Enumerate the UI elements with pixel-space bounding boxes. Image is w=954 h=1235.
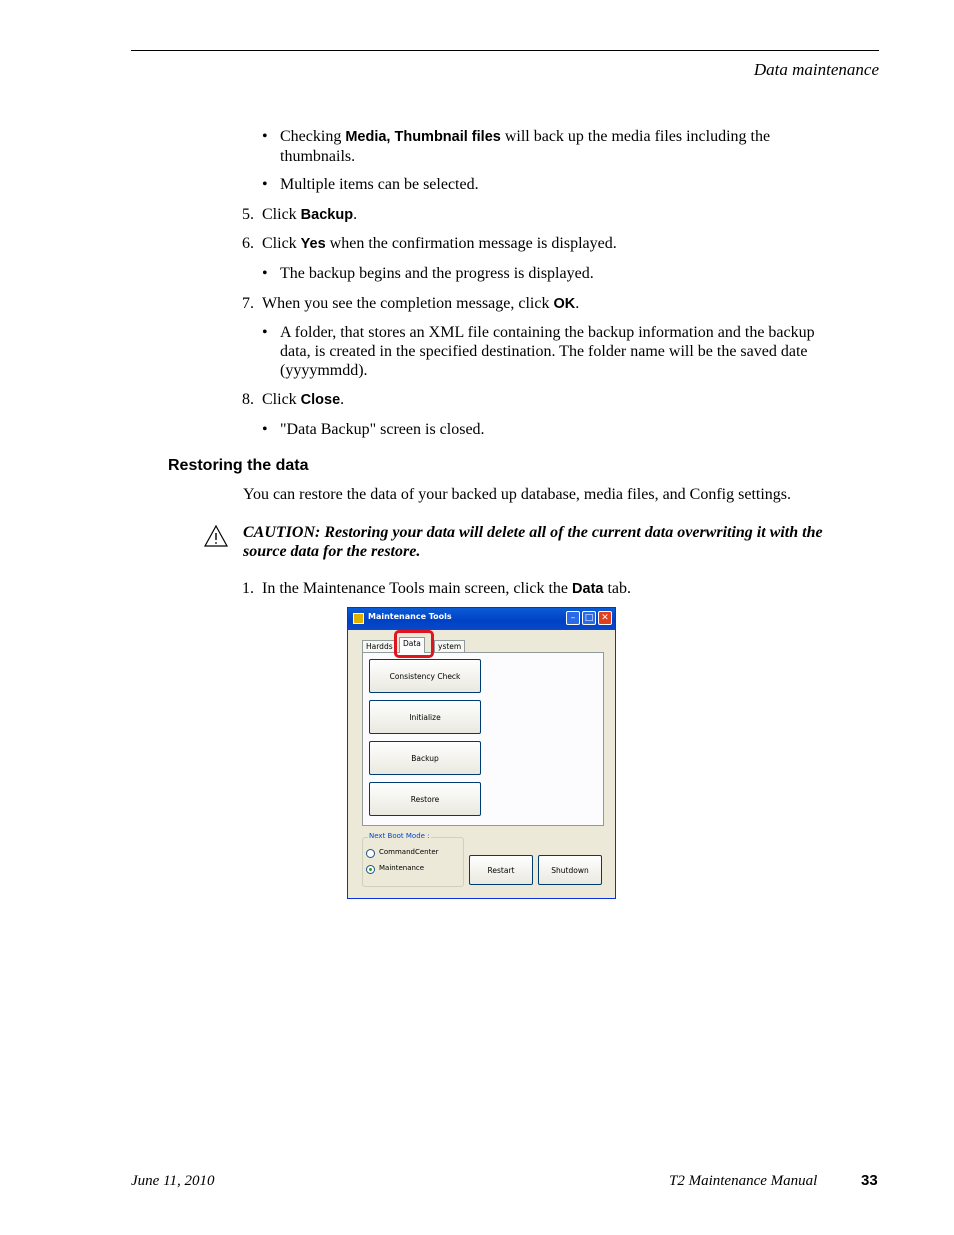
boot-mode-label: Next Boot Mode : xyxy=(369,832,430,840)
backup-button[interactable]: Backup xyxy=(369,741,481,775)
restart-button[interactable]: Restart xyxy=(469,855,533,885)
bullet-marker: • xyxy=(262,265,268,282)
window-titlebar xyxy=(348,608,615,630)
bullet-backup-progress: The backup begins and the progress is displayed. xyxy=(280,265,594,282)
bullet-screen-closed: "Data Backup" screen is closed. xyxy=(280,421,485,438)
shutdown-button[interactable]: Shutdown xyxy=(538,855,602,885)
next-boot-mode-group xyxy=(362,832,464,887)
bullet-multiple-items: Multiple items can be selected. xyxy=(280,176,479,193)
caution-text: CAUTION: Restoring your data will delete all of the current data overwriting it with the source data for the restore. xyxy=(243,524,823,560)
header-rule xyxy=(131,50,879,51)
tab-data[interactable]: Data xyxy=(399,637,425,653)
app-icon xyxy=(353,613,364,624)
step-7: When you see the completion message, click OK. xyxy=(262,295,580,312)
radio-commandcenter-label: CommandCenter xyxy=(379,848,439,856)
footer-manual-title: T2 Maintenance Manual xyxy=(669,1173,818,1189)
bullet-folder-created: A folder, that stores an XML file containing the backup information and the backup data, is created in the specified destination. The folder name will be the saved date (yyyymmdd). xyxy=(280,324,815,379)
step-number: 1. xyxy=(242,580,254,597)
tab-hardds[interactable]: Hardds xyxy=(362,640,397,653)
bullet-marker: • xyxy=(262,324,268,341)
maintenance-tools-window xyxy=(347,607,616,899)
bullet-marker: • xyxy=(262,128,268,145)
initialize-button[interactable]: Initialize xyxy=(369,700,481,734)
maximize-icon[interactable]: □ xyxy=(582,611,596,625)
page-number: 33 xyxy=(861,1172,878,1189)
step-5: Click Backup. xyxy=(262,206,358,223)
bullet-marker: • xyxy=(262,421,268,438)
step-number: 7. xyxy=(242,295,254,312)
step-6: Click Yes when the confirmation message is displayed. xyxy=(262,235,617,252)
data-tab-panel xyxy=(362,652,604,826)
minimize-icon[interactable]: – xyxy=(566,611,580,625)
window-title: Maintenance Tools xyxy=(368,612,452,621)
restore-button[interactable]: Restore xyxy=(369,782,481,816)
step-1: In the Maintenance Tools main screen, click the Data tab. xyxy=(262,580,632,597)
bullet-media-thumbnail: Checking Media, Thumbnail files will back up the media files including the thumbnails. xyxy=(280,128,771,165)
section-heading: Restoring the data xyxy=(168,457,309,474)
footer-date: June 11, 2010 xyxy=(131,1173,215,1189)
consistency-check-button[interactable]: Consistency Check xyxy=(369,659,481,693)
section-intro: You can restore the data of your backed up database, media files, and Config settings. xyxy=(243,486,791,503)
radio-selected-dot xyxy=(369,868,372,871)
step-number: 6. xyxy=(242,235,254,252)
step-8: Click Close. xyxy=(262,391,345,408)
caution-icon xyxy=(204,525,228,547)
header-title: Data maintenance xyxy=(753,60,879,79)
tab-system[interactable]: ystem xyxy=(434,640,465,653)
step-number: 8. xyxy=(242,391,254,408)
radio-maintenance[interactable] xyxy=(366,865,375,874)
bullet-marker: • xyxy=(262,176,268,193)
close-icon[interactable]: ✕ xyxy=(598,611,612,625)
radio-maintenance-label: Maintenance xyxy=(379,864,425,872)
step-number: 5. xyxy=(242,206,254,223)
radio-commandcenter[interactable] xyxy=(366,849,375,858)
